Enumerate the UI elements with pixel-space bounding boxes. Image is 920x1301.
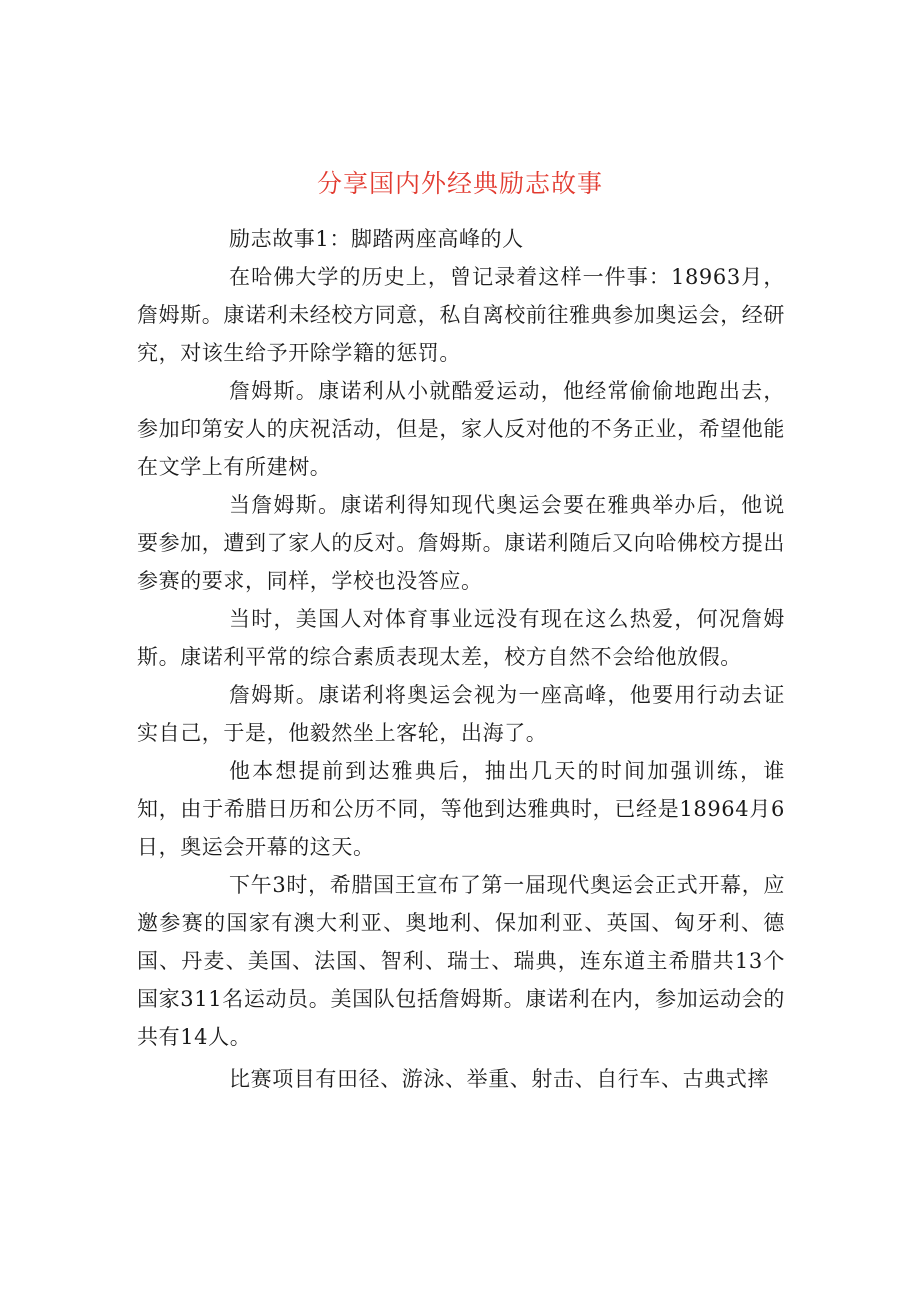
paragraph-7: 下午3时，希腊国王宣布了第一届现代奥运会正式开幕，应邀参赛的国家有澳大利亚、奥地利、保加利亚、英国、匈牙利、德国、丹麦、美国、法国、智利、瑞士、瑞典，连东道主希腊共13个国家311名运动员。美国队包括詹姆斯。康诺利在内，参加运动会的共有14人。 (137, 873, 785, 1049)
paragraph-4: 当时，美国人对体育事业远没有现在这么热爱，何况詹姆斯。康诺利平常的综合素质表现太差，校方自然不会给他放假。 (137, 607, 785, 669)
paragraph-3: 当詹姆斯。康诺利得知现代奥运会要在雅典举办后，他说要参加，遭到了家人的反对。詹姆斯。康诺利随后又向哈佛校方提出参赛的要求，同样，学校也没答应。 (137, 493, 785, 593)
paragraph-1: 在哈佛大学的历史上，曾记录着这样一件事：18963月，詹姆斯。康诺利未经校方同意，私自离校前往雅典参加奥运会，经研究，对该生给予开除学籍的惩罚。 (137, 265, 785, 365)
paragraph-6: 他本想提前到达雅典后，抽出几天的时间加强训练，谁知，由于希腊日历和公历不同，等他到达雅典时，已经是18964月6日，奥运会开幕的这天。 (137, 759, 785, 859)
document-title: 分享国内外经典励志故事 (316, 169, 603, 198)
story-subtitle: 励志故事1：脚踏两座高峰的人 (229, 227, 524, 251)
paragraph-2: 詹姆斯。康诺利从小就酷爱运动，他经常偷偷地跑出去，参加印第安人的庆祝活动，但是，家人反对他的不务正业，希望他能在文学上有所建树。 (137, 379, 785, 479)
paragraph-5: 詹姆斯。康诺利将奥运会视为一座高峰，他要用行动去证实自己，于是，他毅然坐上客轮，出海了。 (137, 683, 785, 745)
paragraph-8: 比赛项目有田径、游泳、举重、射击、自行车、古典式摔 (229, 1067, 769, 1091)
